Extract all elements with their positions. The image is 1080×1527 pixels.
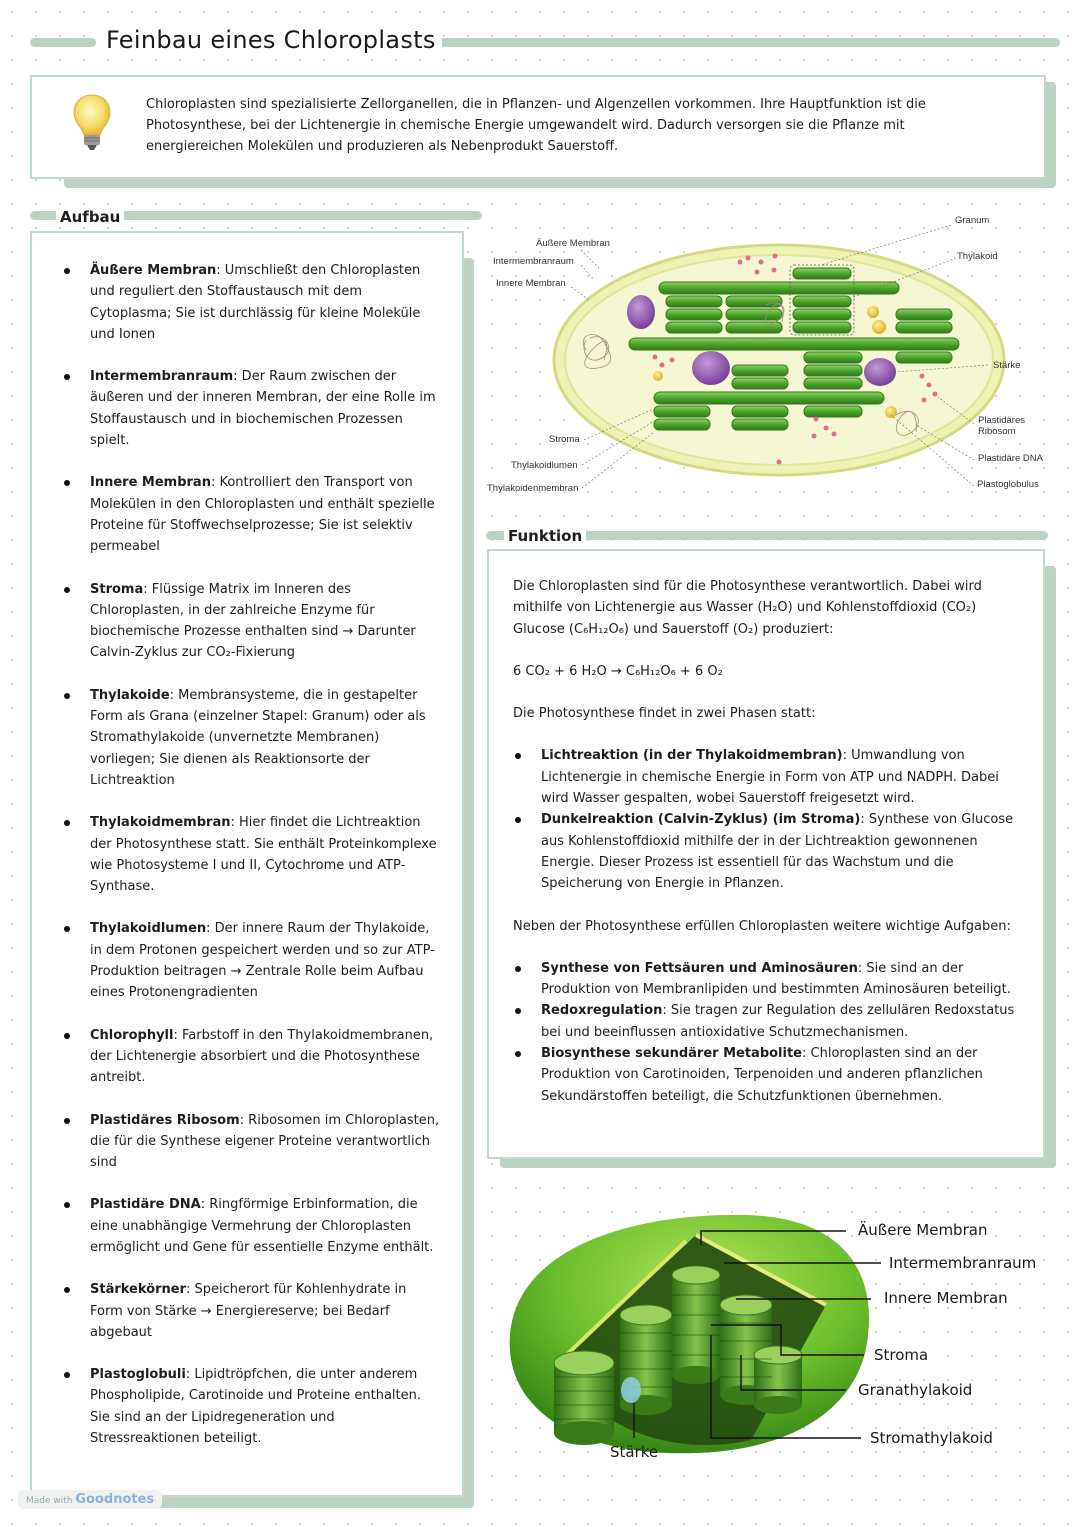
- label3d-stroma: Stroma: [874, 1346, 929, 1364]
- label-granum: Granum: [955, 215, 990, 226]
- list-item: Intermembranraum: Der Raum zwischen der äußeren und der inneren Membran, der eine Rolle im Stoffaustausch und in biochemischen Prozessen spielt.: [62, 366, 442, 451]
- list-item: Stärkekörner: Speicherort für Kohlenhydrate in Form von Stärke → Energiereserve; bei Bedarf abgebaut: [62, 1279, 442, 1343]
- aufbau-list: [62, 260, 442, 1470]
- funktion-paragraph-1: Die Chloroplasten sind für die Photosynthese verantwortlich. Dabei wird mithilfe von Lichtenergie aus Wasser (H₂O) und Kohlenstoffdioxid (CO₂) Glucose (C₆H₁₂O₆) und Sauerstoff (O₂) produziert:: [513, 579, 982, 637]
- lightbulb-icon: [72, 93, 112, 155]
- list-item: Stroma: Flüssige Matrix im Inneren des Chloroplasten, in der zahlreiche Enzyme für biochemische Prozesse enthalten sind → Darunter Calvin-Zyklus zur CO₂-Fixierung: [62, 579, 442, 664]
- intro-box: [30, 75, 1046, 179]
- funktion-heading: Funktion: [504, 527, 586, 545]
- label3d-aussere-membran: Äußere Membran: [858, 1221, 988, 1239]
- list-item: Lichtreaktion (in der Thylakoidmembran): Umwandlung von Lichtenergie in chemische Energie in Form von ATP und NADPH. Dabei wird Wasser gespalten, wobei Sauerstoff freigesetzt wird.: [513, 745, 1023, 809]
- label-stroma: Stroma: [549, 434, 580, 445]
- label3d-granathylakoid: Granathylakoid: [858, 1381, 973, 1399]
- label-ribosom-line1: Plastidäres: [978, 415, 1025, 426]
- starch-grain: [692, 351, 730, 385]
- list-item: Plastidäres Ribosom: Ribosomen im Chloroplasten, die für die Synthese eigener Proteine verantwortlich sind: [62, 1110, 442, 1174]
- aufbau-heading: Aufbau: [56, 208, 124, 226]
- label3d-stromathylakoid: Stromathylakoid: [870, 1429, 993, 1447]
- starch-grain: [627, 295, 655, 329]
- list-item: Synthese von Fettsäuren und Aminosäuren: Sie sind an der Produktion von Membranlipiden und bestimmten Aminosäuren beteiligt.: [513, 958, 1023, 1001]
- tasks-list: [513, 958, 1023, 1107]
- label-plastoglobulus: Plastoglobulus: [977, 479, 1039, 490]
- list-item: Plastoglobuli: Lipidtröpfchen, die unter anderem Phospholipide, Carotinoide und Proteine enthalten. Sie sind an der Lipidregeneration und Stressreaktionen beteiligt.: [62, 1364, 442, 1449]
- intro-text: Chloroplasten sind spezialisierte Zellorganellen, die in Pflanzen- und Algenzellen vorkommen. Ihre Hauptfunktion ist die Photosynthese, bei der Lichtenergie in chemische Energie umgewandelt wird. Dadurch versorgen sie die Pflanze mit energiereichen Molekülen und produzieren als Nebenprodukt Sauerstoff.: [146, 97, 926, 154]
- list-item: Plastidäre DNA: Ringförmige Erbinformation, die eine unabhängige Vermehrung der Chloroplasten ermöglicht und Gene für essentielle Enzyme enthält.: [62, 1194, 442, 1258]
- chloroplast-3d-diagram: [496, 1195, 1056, 1485]
- list-item: Thylakoidmembran: Hier findet die Lichtreaktion der Photosynthese statt. Sie enthält Proteinkomplexe wie Photosysteme I und II, Cytochrome und ATP-Synthase.: [62, 812, 442, 897]
- funktion-paragraph-2: Die Photosynthese findet in zwei Phasen statt:: [513, 706, 816, 722]
- label-thylakoidenmembran: Thylakoidenmembran: [487, 483, 579, 494]
- label-starke: Stärke: [993, 360, 1021, 371]
- funktion-content: [513, 576, 1023, 1107]
- photosynthesis-equation: 6 CO₂ + 6 H₂O → C₆H₁₂O₆ + 6 O₂: [513, 663, 723, 679]
- goodnotes-watermark: Made with Goodnotes: [18, 1490, 162, 1509]
- title-bar-right: [412, 38, 1060, 47]
- label-innere-membran: Innere Membran: [496, 278, 566, 289]
- label-intermembranraum: Intermembranraum: [493, 256, 574, 267]
- label-ribosom-line2: Ribosom: [978, 426, 1016, 437]
- phases-list: [513, 745, 1023, 894]
- list-item: Biosynthese sekundärer Metabolite: Chloroplasten sind an der Produktion von Carotinoiden, Terpenoiden und anderen pflanzlichen Sekundärstoffen beteiligt, die Schutzfunktionen übernehmen.: [513, 1043, 1023, 1107]
- starch-grain: [864, 358, 896, 386]
- list-item: Innere Membran: Kontrolliert den Transport von Molekülen in den Chloroplasten und enthält spezielle Proteine für Stoffwechselprozesse; Sie ist selektiv permeabel: [62, 472, 442, 557]
- aufbau-box: [30, 231, 464, 1497]
- label-aussere-membran: Äußere Membran: [536, 238, 610, 249]
- label3d-innere-membran: Innere Membran: [884, 1289, 1008, 1307]
- list-item: Chlorophyll: Farbstoff in den Thylakoidmembranen, der Lichtenergie absorbiert und die Photosynthese antreibt.: [62, 1025, 442, 1089]
- label-thylakoid: Thylakoid: [957, 251, 998, 262]
- label-thylakoidlumen: Thylakoidlumen: [511, 460, 578, 471]
- list-item: Redoxregulation: Sie tragen zur Regulation des zellulären Redoxstatus bei und beeinflussen antioxidative Schutzmechanismen.: [513, 1000, 1023, 1043]
- label-plastidare-dna: Plastidäre DNA: [978, 453, 1043, 464]
- list-item: Dunkelreaktion (Calvin-Zyklus) (im Stroma): Synthese von Glucose aus Kohlenstoffdioxid mithilfe der in der Lichtreaktion gewonnenen Energie. Dieser Prozess ist essentiell für das Wachstum und die Speicherung von Energie in Pflanzen.: [513, 809, 1023, 894]
- starch-grain-3d: [621, 1377, 641, 1403]
- title-bar-left: [30, 38, 96, 47]
- funktion-paragraph-3: Neben der Photosynthese erfüllen Chloroplasten weitere wichtige Aufgaben:: [513, 918, 1011, 934]
- list-item: Thylakoidlumen: Der innere Raum der Thylakoide, in dem Protonen gespeichert werden und so zur ATP-Produktion beitragen → Zentrale Rolle beim Aufbau eines Protonengradienten: [62, 918, 442, 1003]
- list-item: Äußere Membran: Umschließt den Chloroplasten und reguliert den Stoffaustausch mit dem Cytoplasma; Sie ist durchlässig für kleine Moleküle und Ionen: [62, 260, 442, 345]
- chloroplast-cross-section-diagram: [486, 210, 1066, 510]
- label3d-starke: Stärke: [610, 1443, 659, 1461]
- page-title: Feinbau eines Chloroplasts: [100, 26, 442, 54]
- funktion-box: [487, 549, 1045, 1159]
- label3d-intermembranraum: Intermembranraum: [889, 1254, 1037, 1272]
- list-item: Thylakoide: Membransysteme, die in gestapelter Form als Grana (einzelner Stapel: Granum) oder als Stromathylakoide (unvernetzte Membranen) vorliegen; Sie dienen als Reaktionsorte der Lichtreaktion: [62, 685, 442, 791]
